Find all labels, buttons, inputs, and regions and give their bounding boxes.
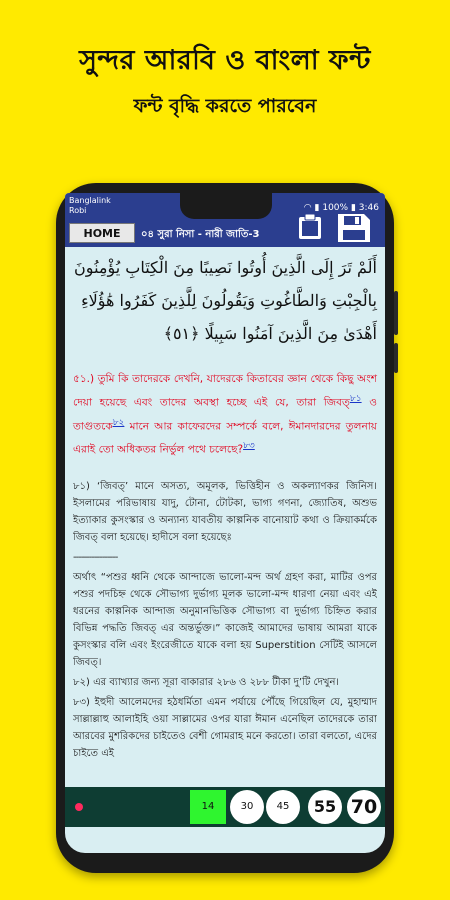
arabic-verse: أَلَمْ تَرَ إِلَى الَّذِينَ أُوتُوا نَصِيبًا مِنَ الْكِتَابِ يُؤْمِنُونَ بِالْجِبْتِ وَالطَّاغُوتِ وَيَقُولُونَ لِلَّذِينَ كَفَرُوا هَٰؤُلَاءِ أَهْدَىٰ مِنَ الَّذِينَ آمَنُوا سَبِيلًا ﴿٥١﴾	[74, 258, 377, 343]
translation-part-1: ৫১.) তুমি কি তাদেরকে দেখনি, যাদেরকে কিতাবের জ্ঞান থেকে কিছু অংশ দেয়া হয়েছে এবং তাদের অবস্থা হচ্ছে এই যে, তারা জিবত্‌	[73, 373, 377, 409]
surah-title: ০৪ সুরা নিসা - নারী জাতি-3	[141, 229, 260, 240]
note-separator: -----------------	[73, 552, 118, 563]
translation-part-3: মানে আর কাফেরদের সম্পর্কে বলে, ঈমানদারদের তুলনায় এরাই তো অধিকতর নির্ভুল পথে চলেছে?	[73, 420, 377, 456]
wifi-icon: ◠	[303, 203, 312, 213]
record-dot-icon	[75, 803, 83, 811]
battery-icon: ▮	[350, 203, 356, 213]
signal-icon: ▮	[314, 203, 320, 213]
clock-time: 3:46	[358, 203, 379, 213]
camera-notch	[180, 193, 272, 219]
font-size-45-button[interactable]: 45	[266, 790, 300, 824]
font-size-70-button[interactable]: 70	[347, 790, 381, 824]
footnote-link-82[interactable]: ৮২	[112, 417, 125, 428]
footnote-link-83[interactable]: ৮৩	[243, 441, 255, 451]
promo-subheadline: ফন্ট বৃদ্ধি করতে পারবেন	[133, 95, 317, 117]
power-button	[394, 343, 398, 373]
note-83: ৮৩) ইহুদী আলেমদের হঠধর্মিতা এমন পর্যায়ে পৌঁছে গিয়েছিল যে, মুহাম্মাদ সাল্লাল্লাহু আলাইহি ওয়া সাল্লামের ওপর যারা ঈমান এনেছিল তাদেরকে তারা আরবের মুশরিকদের চাইতেও বেশী গোমরাহ মনে করতো। তারা বলতো, এদের চাইতে এই	[73, 697, 377, 759]
translation-part-2: ও তাগুতকে	[73, 396, 377, 432]
font-size-bar	[65, 787, 385, 827]
note-82: ৮২) এর ব্যাখ্যার জন্য সূরা বাকারার ২৮৬ ও ২৮৮ টীকা দু’টি দেখুন।	[73, 677, 339, 688]
home-button[interactable]: HOME	[69, 223, 135, 243]
font-size-55-button[interactable]: 55	[308, 790, 342, 824]
save-icon[interactable]	[335, 211, 373, 249]
font-size-14-button[interactable]: 14	[190, 790, 226, 824]
battery-level: 100%	[322, 203, 349, 213]
note-81-continued: অর্থাৎ “পশুর ধ্বনি থেকে আন্দাজে ভালো-মন্দ অর্থ গ্রহণ করা, মাটির ওপর পশুর পদচিহ্ন থেকে সৌভাগ্য দুর্ভাগ্য মূলক ভালো-মন্দ ধারণা নেয়া এবং এই ধরনের কাল্পনিক আন্দাজ অনুমানভিত্তিক সৌভাগ্য বা দুর্ভাগ্য চিহ্নিত করার বিভিন্ন পদ্ধতি জিবত্‌ এর অন্তর্ভুক্ত।” কাজেই আমাদের ভাষায় আমরা যাকে কুসংস্কার বলি এবং ইংরেজীতে যাকে বলা হয় Superstition সেটিই আসলে জিবত্‌।	[73, 572, 377, 668]
volume-button	[394, 291, 398, 335]
carrier-info	[69, 196, 111, 216]
carrier-name-2: Robi	[69, 206, 87, 215]
carrier-name-1: Banglalink	[69, 196, 111, 205]
app-screen	[65, 193, 385, 853]
note-81: ৮১) ‘জিবত্‌’ মানে অসত্য, অমূলক, ভিত্তিহীন ও অকল্যাণকর জিনিস। ইসলামের পরিভাষায় যাদু, টোনা, টোটকা, ভাগ্য গণনা, জ্যোতিষ, অশুভ ইত্যাকার কুসংস্কার ও অন্যান্য যাবতীয় কাল্পনিক বানোয়াট কথা ও ক্রিয়াকর্মকে জিবত্‌ বলা হয়েছে। হাদীসে বলা হয়েছেঃ	[73, 481, 377, 543]
phone-frame	[56, 183, 394, 873]
clipboard-icon[interactable]	[297, 211, 323, 245]
footnote-link-81[interactable]: ৮১	[349, 394, 362, 404]
font-size-30-button[interactable]: 30	[230, 790, 264, 824]
verse-translation	[73, 369, 377, 460]
promo-headline: সুন্দর আরবি ও বাংলা ফন্ট	[79, 45, 371, 76]
tafsir-notes	[73, 478, 377, 778]
app-toolbar	[65, 221, 385, 247]
